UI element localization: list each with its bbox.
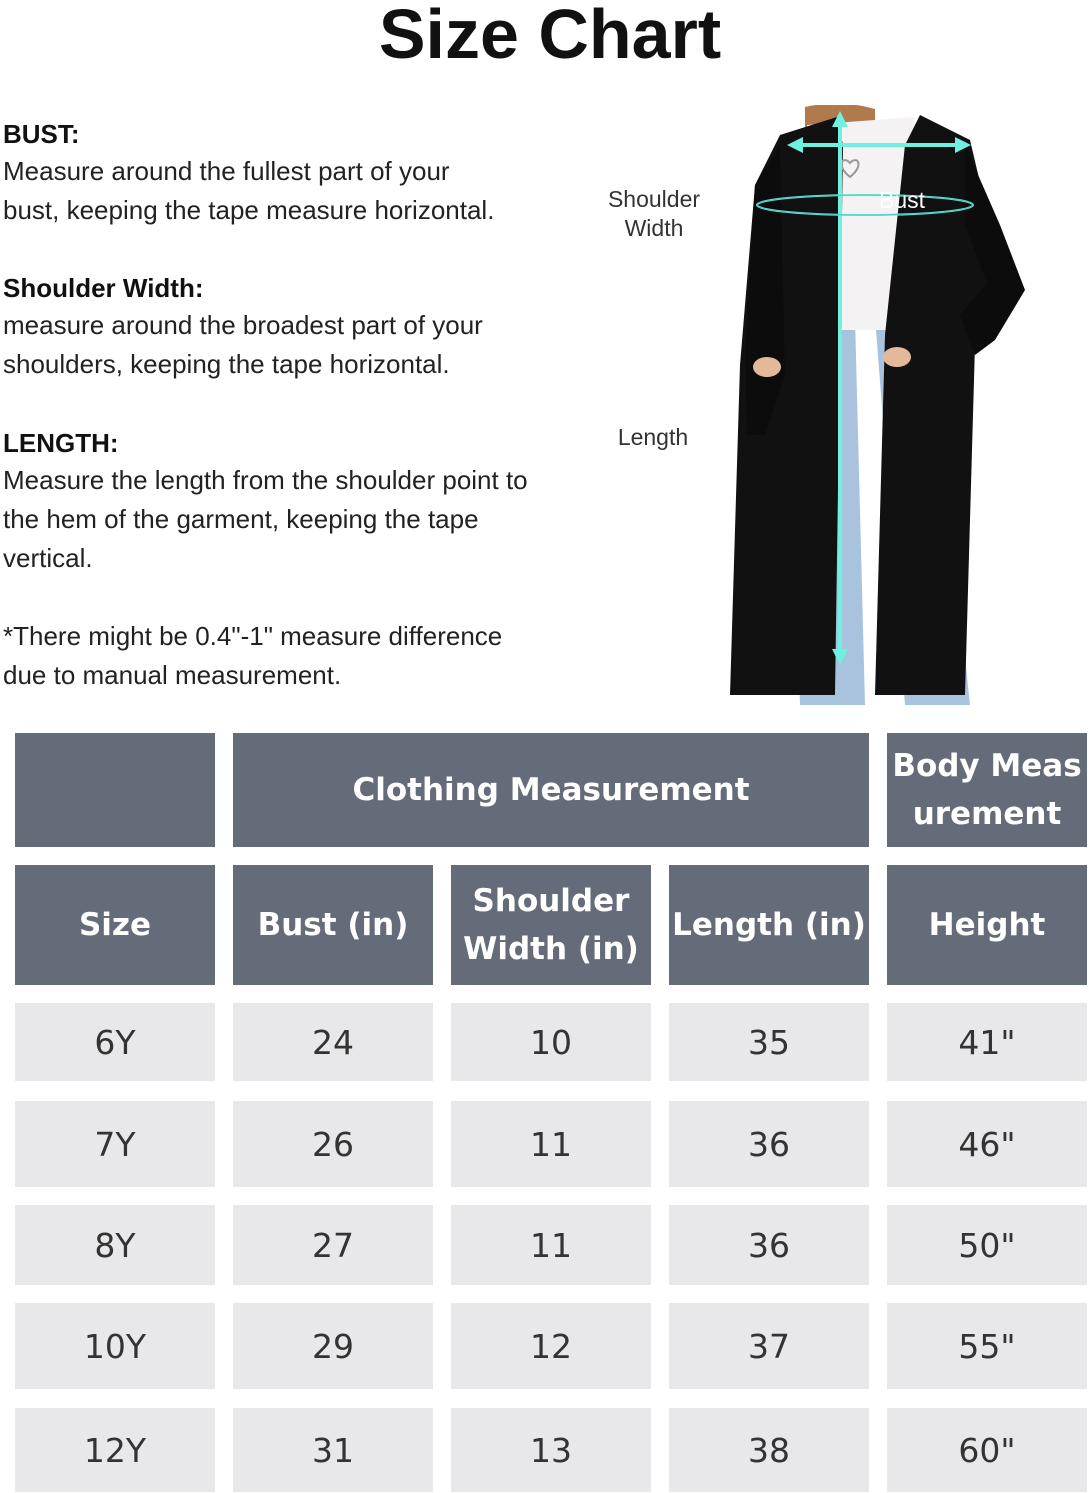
cell-size: 10Y xyxy=(15,1303,215,1389)
bust-text-line: bust, keeping the tape measure horizontal. xyxy=(3,195,495,225)
cell-length: 38 xyxy=(669,1408,869,1492)
cell-shoulder-width: 12 xyxy=(451,1303,651,1389)
bust-guide xyxy=(3,116,593,230)
column-header-shoulder-width: Shoulder Width (in) xyxy=(451,865,651,985)
cell-shoulder-width: 11 xyxy=(451,1205,651,1285)
cell-bust: 26 xyxy=(233,1101,433,1187)
column-header-height: Height xyxy=(887,865,1087,985)
cell-bust: 27 xyxy=(233,1205,433,1285)
cell-height: 60" xyxy=(887,1408,1087,1492)
body-measurement-header: Body Meas urement xyxy=(887,733,1087,847)
cell-height: 50" xyxy=(887,1205,1087,1285)
cell-length: 37 xyxy=(669,1303,869,1389)
cell-bust: 29 xyxy=(233,1303,433,1389)
cell-size: 12Y xyxy=(15,1408,215,1492)
shoulder-heading: Shoulder Width: xyxy=(3,273,204,303)
cell-size: 7Y xyxy=(15,1101,215,1187)
length-text-line: vertical. xyxy=(3,543,93,573)
cell-height: 41" xyxy=(887,1003,1087,1081)
shoulder-guide xyxy=(3,270,593,384)
cell-length: 35 xyxy=(669,1003,869,1081)
clothing-measurement-header: Clothing Measurement xyxy=(233,733,869,847)
column-header-size: Size xyxy=(15,865,215,985)
length-heading: LENGTH: xyxy=(3,428,119,458)
length-guide xyxy=(3,425,593,578)
bust-callout: Bust xyxy=(878,187,926,213)
shoulder-text-line: measure around the broadest part of your xyxy=(3,310,483,340)
shoulder-width-callout: Shoulder Width xyxy=(607,186,701,241)
length-text-line: the hem of the garment, keeping the tape xyxy=(3,504,479,534)
cell-shoulder-width: 11 xyxy=(451,1101,651,1187)
note-line: *There might be 0.4"-1" measure difference xyxy=(3,621,503,651)
cell-bust: 31 xyxy=(233,1408,433,1492)
cell-height: 46" xyxy=(887,1101,1087,1187)
cell-shoulder-width: 13 xyxy=(451,1408,651,1492)
bust-heading: BUST: xyxy=(3,119,80,149)
measurement-note xyxy=(3,617,563,695)
cell-length: 36 xyxy=(669,1205,869,1285)
header-corner xyxy=(15,733,215,847)
cell-shoulder-width: 10 xyxy=(451,1003,651,1081)
column-header-bust: Bust (in) xyxy=(233,865,433,985)
cell-height: 55" xyxy=(887,1303,1087,1389)
note-line: due to manual measurement. xyxy=(3,660,342,690)
page-title: Size Chart xyxy=(378,0,722,73)
column-header-length: Length (in) xyxy=(669,865,869,985)
length-text-line: Measure the length from the shoulder point to xyxy=(3,465,528,495)
length-callout: Length xyxy=(617,424,689,450)
cell-length: 36 xyxy=(669,1101,869,1187)
bust-text-line: Measure around the fullest part of your xyxy=(3,156,450,186)
cell-bust: 24 xyxy=(233,1003,433,1081)
cell-size: 8Y xyxy=(15,1205,215,1285)
shoulder-text-line: shoulders, keeping the tape horizontal. xyxy=(3,349,450,379)
cell-size: 6Y xyxy=(15,1003,215,1081)
